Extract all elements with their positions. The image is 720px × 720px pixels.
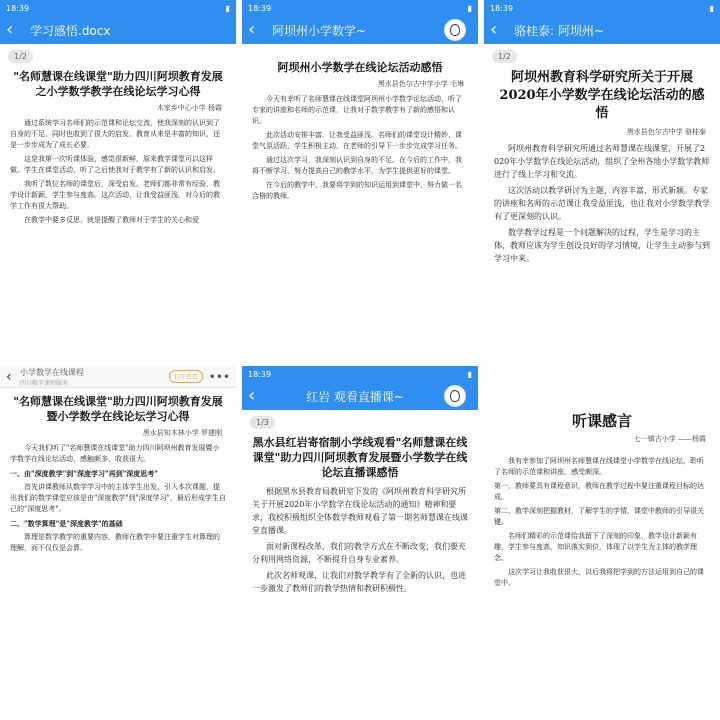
nav-bar: [242, 382, 478, 410]
paragraph: 此次活动安排丰富，让我受益匪浅。名师们的课堂设计精妙，课堂气氛活跃，学生积极主动，在老师的引导下一步步完成学习任务。: [252, 131, 462, 150]
status-time: 18:39: [248, 3, 272, 13]
paragraph: 面对新课程改革，我们的教学方式在不断改变，我们要充分利用网络资源，不断提升自身专业素养。: [252, 542, 466, 564]
nav-title: 学习感悟.docx: [30, 23, 111, 38]
section-heading: 一、由"深度教学"到"深度学习"再到"深度思考": [10, 469, 158, 478]
chevron-left-icon[interactable]: ‹: [248, 19, 256, 40]
nav-bar: [484, 16, 720, 44]
nav-title: 骆桂泰: 阿坝州~: [514, 23, 604, 38]
paragraph: 阿坝州教育科学研究所通过名师慧课在线课堂，开展了2020年小学数学在线论坛活动，组织了全州各地小学数学教师进行了线上学习和交流。: [494, 144, 710, 179]
battery-icon: ▮: [467, 369, 472, 379]
doc-author: 黑水县色尔古中学 骆桂泰: [626, 128, 706, 136]
status-time: 18:39: [248, 369, 272, 379]
doc-author: 黑水县知木林小学 罗建刚: [142, 429, 222, 437]
nav-title: 红岩 观看直播课~: [306, 389, 404, 404]
panel-wechat-article: [0, 366, 236, 720]
doc-title: 黑水县红岩寄宿制小学线观看"名师慧课在线课堂"助力四川阿坝教育发展暨小学数学在线论坛直播课感悟: [252, 436, 468, 479]
paragraph: 在教学中要多反思，就是提醒了教师对于学生的关心和爱: [24, 216, 199, 224]
panel-luoguitai: [484, 0, 720, 362]
nav-bar: [242, 16, 478, 44]
avatar-icon[interactable]: [444, 385, 466, 407]
open-button[interactable]: 打开看看: [169, 370, 203, 383]
paragraph: 根据黑水县教育局教研室下发的《阿坝州教育科学研究所关于开展2020年小学数学在线论坛活动的通知》精神和要求，我校积极组织全体数学教师观看了第一期名师慧课在线课堂直播课。: [252, 487, 468, 535]
chevron-left-icon[interactable]: ‹: [6, 19, 14, 40]
section-heading: 二、"数学算理"是"深度教学"的基础: [10, 519, 123, 528]
panel-hongyan-live: [242, 366, 478, 720]
paragraph: 我听了数位名师的课堂后，深受启发。老师们都非常有经验，教学设计新颖，学生参与度高。这次活动，让我受益匪浅，对今后的教学工作有很大帮助。: [10, 180, 220, 210]
panel-learning-notes: [0, 0, 236, 362]
doc-title: 阿坝州小学数学在线论坛活动感悟: [277, 61, 443, 74]
paragraph: 在今后的教学中，我要将学到的知识运用到课堂中，努力做一名合格的教师。: [252, 181, 462, 200]
source-info: [20, 367, 169, 387]
paragraph: 这是我第一次听课体验，感觉很新鲜，原来教学课堂可以这样做。学生在课堂活动，听了之后使我对于教学有了新的认识和启发。: [10, 155, 220, 174]
page-indicator: 1/3: [250, 416, 275, 429]
doc-title: "名师慧课在线课堂"助力四川阿坝教育发展暨小学数学在线论坛学习心得: [13, 395, 223, 423]
chevron-left-icon[interactable]: ‹: [6, 368, 12, 385]
doc-author: 木家乡中心小学 杨霞: [156, 104, 222, 112]
doc-author: 黑水县色尔古中学小学 毛琳: [377, 80, 464, 88]
status-bar: [242, 366, 478, 382]
doc-title: "名师慧课在线课堂"助力四川阿坝教育发展之小学数学教学在线论坛学习心得: [13, 70, 223, 98]
battery-icon: ▮: [709, 3, 714, 13]
paragraph: 这次活动以教学研讨为主题，内容丰富，形式新颖。专家的讲座和名师的示范课让我受益匪浅，也让我对小学数学教学有了更深刻的认识。: [494, 186, 710, 221]
page-indicator: 1/2: [8, 50, 33, 63]
status-time: 18:39: [490, 3, 514, 13]
source-name: 小学数学在线课程: [20, 367, 84, 377]
status-bar: [484, 0, 720, 16]
paragraph: 第二，教学深刻把握教材，了解学生的学情，课堂中教师的引导很关键。: [494, 507, 704, 526]
paragraph: 今天有幸听了名师慧课在线课堂阿坝州小学数学论坛活动，听了专家的讲座和名师的示范课，让我对于数学教学有了新的感悟和认识。: [252, 95, 462, 125]
paragraph: 第一，教师要具有课程意识，教师在教学过程中要注重课程目标的达成。: [494, 482, 704, 501]
paragraph: 今天我们听了"名师慧课在线课堂"助力四川阿坝州教育发展暨小学数学在线论坛活动，感触颇多，收获很大。: [10, 444, 220, 463]
paragraph: 首先讲课教师从数学学习中的主体学生出发，引入本次课题，提出我们的数学课堂应该是由"深度教学"到"深度学习"，最后形成学生自己的"深度思考"。: [10, 483, 226, 513]
doc-title: 听课感言: [571, 412, 632, 430]
source-sub: 四川数字课程服务: [20, 379, 69, 387]
avatar-icon[interactable]: [444, 19, 466, 41]
panel-abazhou-math: [242, 0, 478, 362]
nav-title: 阿坝州小学数学~: [272, 23, 367, 38]
status-bar: [0, 0, 236, 16]
page-indicator: 1/2: [492, 50, 517, 63]
article-source-bar: [0, 366, 236, 388]
doc-author: 七一镇古小学 ——杨霞: [633, 435, 706, 443]
chevron-left-icon[interactable]: ‹: [490, 19, 498, 40]
panel-listening-reflections: [484, 366, 720, 720]
doc-title: 阿坝州教育科学研究所关于开展2020年小学数学在线论坛活动的感悟: [499, 70, 705, 121]
paragraph: 此次名师观课，让我们对数学教学有了全新的认识，也进一步激发了教师们的教学热情和教研积极性。: [252, 571, 466, 593]
more-dots-icon[interactable]: •••: [208, 369, 230, 384]
paragraph: 通过这次学习，我深刻认识到自身的不足。在今后的工作中，我将不断学习，努力提高自己的教学水平，为学生提供更好的课堂。: [252, 156, 462, 175]
battery-icon: ▮: [467, 3, 472, 13]
paragraph: 数学教学过程是一个问题解决的过程，学生是学习的主体，教师应该为学生创设良好的学习情境，让学生主动参与到学习中来。: [494, 228, 710, 263]
paragraph: 我有幸参加了阿坝州名师慧课在线课堂小学数学在线论坛，聆听了名师的示范课和讲座，感受颇深。: [494, 457, 704, 476]
paragraph: 这次学习让我收获很大，以后我将把学到的方法运用到自己的课堂中。: [494, 568, 704, 587]
nav-bar: [0, 16, 236, 44]
battery-icon: ▮: [225, 3, 230, 13]
chevron-left-icon[interactable]: ‹: [248, 385, 256, 406]
paragraph: 名师们精彩的示范课给我留下了深刻的印象，教学设计新颖有趣，学生参与度高，知识落实到位，体现了以学生为主体的教学理念。: [494, 532, 697, 562]
status-bar: [242, 0, 478, 16]
status-time: 18:39: [6, 3, 30, 13]
paragraph: 算理是数学教学的重要内容，教师在教学中要注重学生对算理的理解，而不仅仅是会算。: [10, 533, 220, 552]
paragraph: 通过系统学习名师们的示范课和论坛交流，使我深刻的认识到了自身的不足，同时也收到了很大的启发。教育从来是丰富的知识，还是一步步成为了成长必要。: [10, 119, 220, 149]
